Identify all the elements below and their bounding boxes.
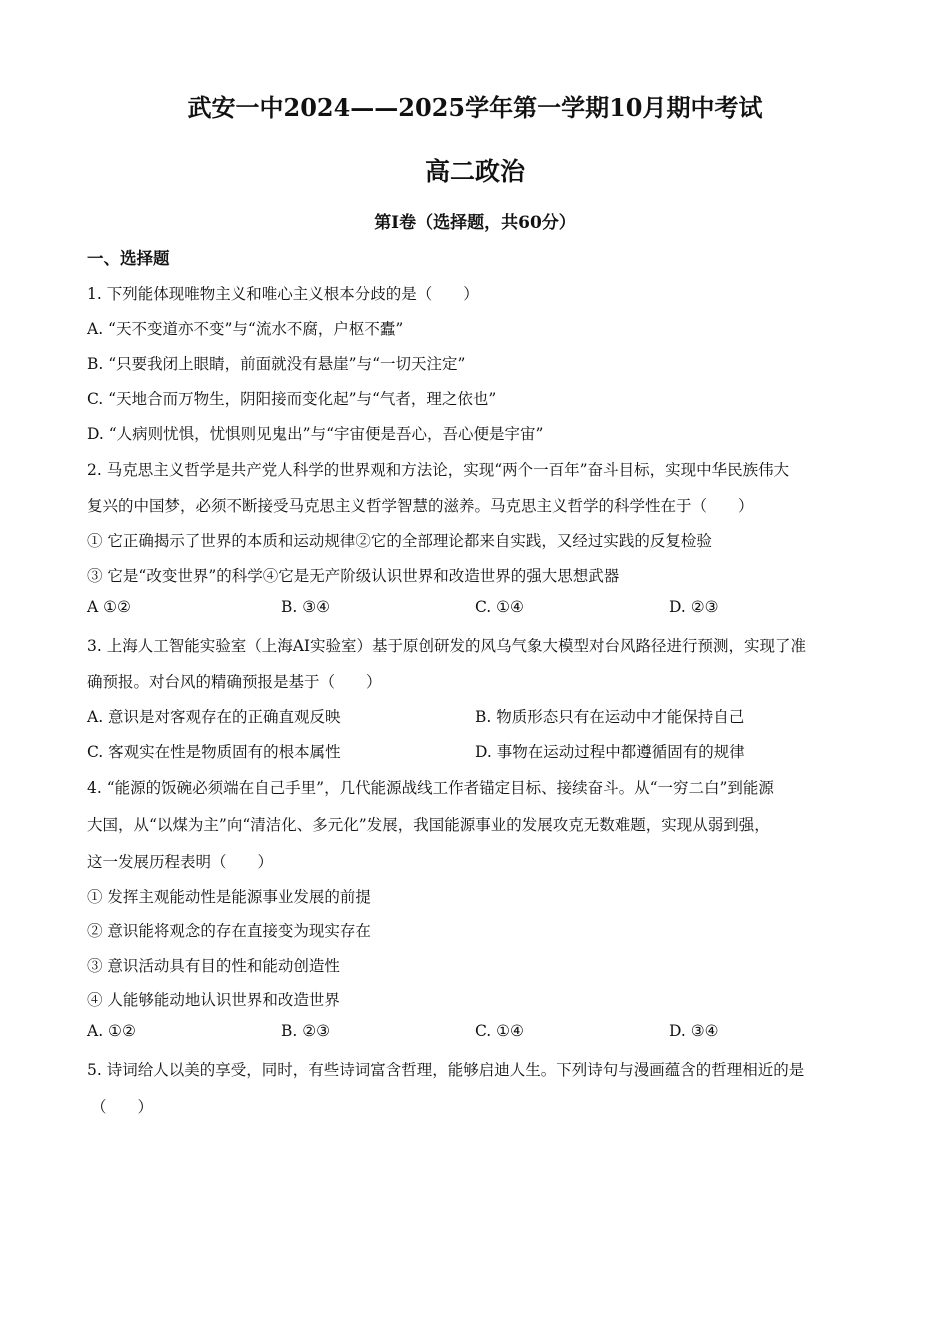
q5-stem-line2: （ ） (91, 1098, 154, 1116)
q3-stem-line2: 确预报。对台风的精确预报是基于（ ） (87, 673, 382, 691)
subject-title: 高二政治 (424, 157, 525, 186)
q1-stem: 1. 下列能体现唯物主义和唯心主义根本分歧的是（ ） (87, 285, 479, 303)
q2-stem-line2: 复兴的中国梦，必须不断接受马克思主义哲学智慧的滋养。马克思主义哲学的科学性在于（ ） (87, 497, 754, 515)
q2-option-d: D. ②③ (669, 598, 719, 616)
q4-statement-4: ④ 人能够能动地认识世界和改造世界 (87, 991, 340, 1009)
q2-option-a: A ①② (87, 598, 131, 616)
q4-statement-1: ① 发挥主观能动性是能源事业发展的前提 (87, 888, 371, 906)
volume-title: 第Ⅰ卷（选择题，共60分） (374, 213, 576, 233)
q3-option-b: B. 物质形态只有在运动中才能保持自己 (475, 708, 745, 726)
q1-option-b: B. “只要我闭上眼睛，前面就没有悬崖”与“一切天注定” (87, 355, 466, 373)
q4-option-d: D. ③④ (669, 1022, 719, 1040)
q4-statement-3: ③ 意识活动具有目的性和能动创造性 (87, 957, 340, 975)
q1-option-c: C. “天地合而万物生，阴阳接而变化起”与“气者，理之依也” (87, 390, 497, 408)
q5-stem-line1: 5. 诗词给人以美的享受，同时，有些诗词富含哲理，能够启迪人生。下列诗句与漫画蕴含的哲理相近的是 (87, 1061, 805, 1079)
q4-option-c: C. ①④ (475, 1022, 524, 1040)
q1-option-d: D. “人病则忧惧，忧惧则见鬼出”与“宇宙便是吾心，吾心便是宇宙” (87, 425, 544, 443)
exam-title: 武安一中2024——2025学年第一学期10月期中考试 (187, 93, 763, 122)
q4-statement-2: ② 意识能将观念的存在直接变为现实存在 (87, 922, 371, 940)
q4-stem-line3: 这一发展历程表明（ ） (87, 853, 274, 871)
q4-option-b: B. ②③ (281, 1022, 331, 1040)
q2-option-c: C. ①④ (475, 598, 524, 616)
q2-option-b: B. ③④ (281, 598, 331, 616)
q3-option-d: D. 事物在运动过程中都遵循固有的规律 (475, 743, 745, 761)
q4-option-a: A. ①② (87, 1022, 136, 1040)
q4-stem-line2: 大国，从“以煤为主”向“清洁化、多元化”发展，我国能源事业的发展攻克无数难题，实现从弱到强， (87, 816, 770, 834)
q2-stem-line1: 2. 马克思主义哲学是共产党人科学的世界观和方法论，实现“两个一百年”奋斗目标，实现中华民族伟大 (87, 461, 790, 479)
q4-stem-line1: 4. “能源的饭碗必须端在自己手里”，几代能源战线工作者锚定目标、接续奋斗。从“一穷二白”到能源 (87, 779, 774, 797)
q3-option-a: A. 意识是对客观存在的正确直观反映 (87, 708, 341, 726)
q3-option-c: C. 客观实在性是物质固有的根本属性 (87, 743, 341, 761)
section-heading: 一、选择题 (87, 249, 170, 268)
q2-statement-1: ① 它正确揭示了世界的本质和运动规律②它的全部理论都来自实践，又经过实践的反复检验 (87, 532, 712, 550)
q1-option-a: A. “天不变道亦不变”与“流水不腐，户枢不蠹” (87, 320, 404, 338)
q2-statement-2: ③ 它是“改变世界”的科学④它是无产阶级认识世界和改造世界的强大思想武器 (87, 567, 620, 585)
q3-stem-line1: 3. 上海人工智能实验室（上海AI实验室）基于原创研发的风乌气象大模型对台风路径进行预测，实现了准 (87, 637, 807, 655)
